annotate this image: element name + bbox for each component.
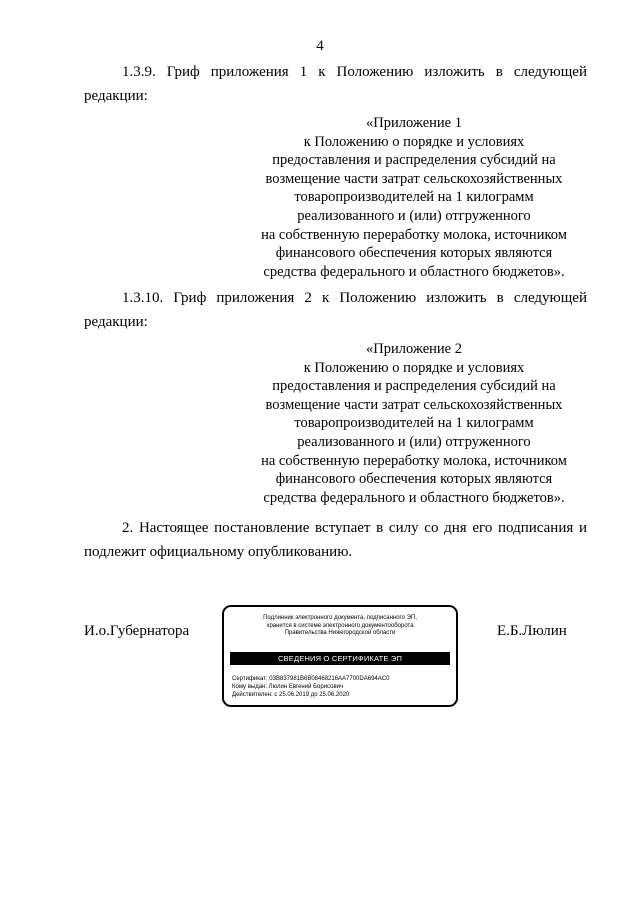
- appendix-1-line: финансового обеспечения которых являются: [275, 245, 553, 262]
- paragraph-1-3-10: 1.3.10. Гриф приложения 2 к Положению изложить в следующей редакции:: [84, 290, 587, 330]
- appendix-2-line: предоставления и распределения субсидий на: [272, 378, 556, 395]
- signatory-name: Е.Б.Люлин: [497, 623, 567, 639]
- paragraph-1-3-9: 1.3.9. Гриф приложения 1 к Положению изложить в следующей редакции:: [84, 64, 587, 104]
- appendix-2-line: финансового обеспечения которых являются: [275, 471, 553, 488]
- appendix-1-line: реализованного и (или) отгруженного: [297, 207, 531, 224]
- stamp-header-line: Подлинник электронного документа, подписанного ЭП,: [263, 615, 417, 621]
- appendix-1-line: к Положению о порядке и условиях: [303, 133, 525, 150]
- stamp-header-line: хранится в системе электронного документооборота: [266, 622, 414, 629]
- stamp-header: [224, 615, 456, 638]
- appendix-2-line: возмещение части затрат сельскохозяйственных: [265, 396, 563, 413]
- appendix-2-line: товаропроизводителей на 1 килограмм: [294, 415, 534, 432]
- page-number: 4: [316, 38, 324, 54]
- signatory-title: И.о.Губернатора: [84, 623, 190, 639]
- appendix-2-line: реализованного и (или) отгруженного: [297, 433, 531, 450]
- stamp-certificate-details: [232, 676, 389, 699]
- appendix-2-heading: [250, 340, 578, 507]
- paragraph-2: 2. Настоящее постановление вступает в силу со дня его подписания и подлежит официальному опубликованию.: [84, 520, 587, 560]
- stamp-certificate-banner: СВЕДЕНИЯ О СЕРТИФИКАТЕ ЭП: [230, 652, 450, 665]
- appendix-1-line: средства федерального и областного бюджетов».: [263, 263, 565, 280]
- appendix-1-line: возмещение части затрат сельскохозяйственных: [265, 170, 563, 187]
- stamp-validity: Действителен: с 25.06.2019 до 25.06.2020: [232, 691, 350, 698]
- appendix-1-heading: [250, 114, 578, 281]
- appendix-1-line: «Приложение 1: [366, 115, 462, 131]
- appendix-1-line: на собственную переработку молока, источником: [261, 226, 567, 243]
- appendix-1-line: товаропроизводителей на 1 килограмм: [294, 189, 534, 206]
- appendix-1-line: предоставления и распределения субсидий на: [272, 152, 556, 169]
- stamp-issued-to: Кому выдан: Люлин Евгений Борисович: [232, 683, 344, 690]
- e-signature-stamp: [222, 605, 458, 707]
- stamp-header-line: Правительства Нижегородской области: [284, 630, 396, 636]
- appendix-2-line: на собственную переработку молока, источником: [261, 452, 567, 469]
- appendix-2-line: средства федерального и областного бюджетов».: [263, 489, 565, 506]
- appendix-2-line: «Приложение 2: [366, 341, 462, 357]
- appendix-2-line: к Положению о порядке и условиях: [303, 359, 525, 376]
- stamp-certificate-number: Сертификат: 03B837981B6B08468216AA7700DA694AC0: [232, 676, 390, 682]
